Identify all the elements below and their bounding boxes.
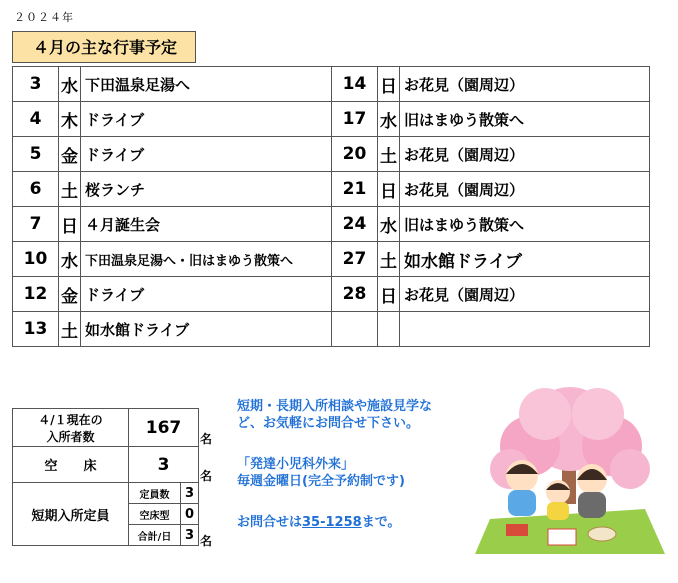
weekday: 土 — [378, 242, 400, 277]
vacant-label: 空 床 — [13, 447, 129, 483]
occupancy-table — [12, 408, 199, 546]
event-name: ドライブ — [81, 277, 332, 312]
total-label: 合計/日 — [129, 525, 181, 546]
day-number: 12 — [13, 277, 59, 312]
schedule-row — [13, 312, 650, 347]
schedule-row — [13, 172, 650, 207]
weekday: 日 — [378, 277, 400, 312]
weekday: 日 — [59, 207, 81, 242]
capacity-label: 定員数 — [129, 483, 181, 504]
schedule-row — [13, 67, 650, 102]
vacant-type-value: 0 — [181, 504, 199, 525]
schedule-row — [13, 277, 650, 312]
weekday: 金 — [59, 277, 81, 312]
cherry-blossom-picnic-illustration — [470, 384, 670, 559]
event-name: お花見（園周辺） — [400, 277, 650, 312]
weekday: 水 — [59, 67, 81, 102]
weekday: 土 — [59, 172, 81, 207]
phone-number: 35-1258 — [302, 515, 362, 530]
contact-suffix: まで。 — [361, 515, 401, 530]
event-name: 桜ランチ — [81, 172, 332, 207]
day-number: 13 — [13, 312, 59, 347]
day-number: 6 — [13, 172, 59, 207]
weekday: 水 — [59, 242, 81, 277]
event-name: 旧はまゆう散策へ — [400, 207, 650, 242]
weekday: 水 — [378, 207, 400, 242]
event-name: 下田温泉足湯へ・旧はまゆう散策へ — [81, 242, 332, 277]
schedule-row — [13, 102, 650, 137]
weekday: 土 — [59, 312, 81, 347]
day-number: 3 — [13, 67, 59, 102]
weekday: 金 — [59, 137, 81, 172]
day-number: 27 — [332, 242, 378, 277]
day-number: 17 — [332, 102, 378, 137]
event-name: お花見（園周辺） — [400, 67, 650, 102]
year-label: ２０２４年 — [14, 11, 74, 24]
unit-label: 名 — [200, 432, 213, 446]
vacant-value: 3 — [129, 447, 199, 483]
vacant-type-label: 空床型 — [129, 504, 181, 525]
event-name: 如水館ドライブ — [400, 242, 650, 277]
notice-line: ど、お気軽にお問合せ下さい。 — [237, 416, 420, 431]
event-name: 如水館ドライブ — [81, 312, 332, 347]
event-name: 旧はまゆう散策へ — [400, 102, 650, 137]
weekday: 水 — [378, 102, 400, 137]
residents-label-line1: ４/１現在の — [38, 412, 103, 427]
schedule-row — [13, 242, 650, 277]
residents-value: 167 — [129, 409, 199, 447]
notice-line: 毎週金曜日(完全予約制です) — [237, 474, 405, 489]
day-number: 20 — [332, 137, 378, 172]
day-number: 24 — [332, 207, 378, 242]
contact-line — [237, 514, 400, 531]
weekday: 土 — [378, 137, 400, 172]
notice-line: 「発達小児科外来」 — [237, 457, 355, 472]
weekday — [378, 312, 400, 347]
event-name: お花見（園周辺） — [400, 172, 650, 207]
schedule-row — [13, 207, 650, 242]
event-name: ４月誕生会 — [81, 207, 332, 242]
weekday: 日 — [378, 172, 400, 207]
schedule-row — [13, 137, 650, 172]
day-number: 28 — [332, 277, 378, 312]
capacity-value: 3 — [181, 483, 199, 504]
contact-prefix: お問合せは — [237, 515, 303, 530]
residents-label — [13, 409, 129, 447]
unit-label: 名 — [200, 534, 213, 548]
unit-label: 名 — [200, 469, 213, 483]
day-number: 14 — [332, 67, 378, 102]
day-number: 21 — [332, 172, 378, 207]
short-stay-label: 短期入所定員 — [13, 483, 129, 546]
day-number: 4 — [13, 102, 59, 137]
event-name: お花見（園周辺） — [400, 137, 650, 172]
day-number: 5 — [13, 137, 59, 172]
schedule-table — [12, 66, 650, 347]
event-name: ドライブ — [81, 102, 332, 137]
page-title: ４月の主な行事予定 — [12, 31, 196, 63]
total-value: 3 — [181, 525, 199, 546]
day-number — [332, 312, 378, 347]
weekday: 日 — [378, 67, 400, 102]
notice-line: 短期・長期入所相談や施設見学な — [237, 399, 433, 414]
day-number: 7 — [13, 207, 59, 242]
event-name: 下田温泉足湯へ — [81, 67, 332, 102]
residents-label-line2: 入所者数 — [46, 429, 95, 444]
weekday: 木 — [59, 102, 81, 137]
family-icon — [506, 460, 607, 520]
day-number: 10 — [13, 242, 59, 277]
event-name — [400, 312, 650, 347]
event-name: ドライブ — [81, 137, 332, 172]
